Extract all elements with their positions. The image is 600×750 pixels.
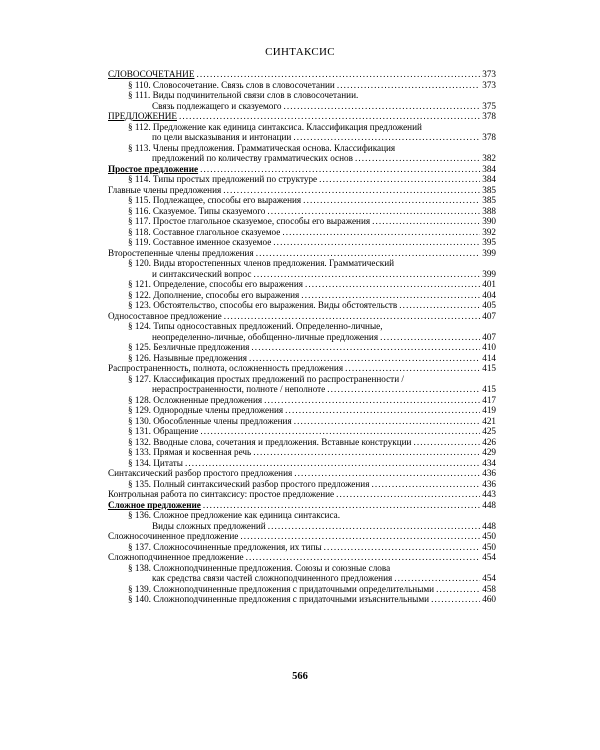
toc-page-number: 401 bbox=[482, 279, 496, 289]
toc-page-number: 450 bbox=[482, 531, 496, 541]
toc-entry-title: СЛОВОСОЧЕТАНИЕ bbox=[108, 69, 195, 79]
toc-entry-title: § 111. Виды подчинительной связи слов в словосочетании. bbox=[128, 90, 359, 100]
dot-leader bbox=[305, 279, 480, 290]
toc-entry bbox=[108, 489, 496, 500]
toc-page-number: 388 bbox=[482, 205, 496, 216]
toc-entry-title: § 121. Определение, способы его выражения bbox=[128, 279, 303, 289]
toc-entry-title: § 124. Типы односоставных предложений. Определенно-личные, bbox=[128, 321, 383, 331]
toc-entry-title: § 133. Прямая и косвенная речь bbox=[128, 447, 252, 457]
dot-leader bbox=[399, 300, 480, 311]
toc-page-number: 454 bbox=[482, 573, 496, 583]
dot-leader bbox=[436, 584, 480, 595]
toc-page-number: 425 bbox=[482, 426, 496, 436]
dot-leader bbox=[336, 489, 480, 500]
dot-leader bbox=[284, 101, 481, 112]
dot-leader bbox=[273, 237, 480, 248]
toc-entry bbox=[108, 69, 496, 80]
toc-entry bbox=[108, 479, 496, 490]
toc-entry-title: § 123. Обстоятельство, способы его выражения. Виды обстоятельств bbox=[128, 300, 398, 310]
toc-entry bbox=[108, 216, 496, 227]
toc-page-number: 434 bbox=[482, 457, 496, 468]
toc-entry-title: по цели высказывания и интонации bbox=[152, 132, 292, 142]
dot-leader bbox=[224, 311, 480, 322]
dot-leader bbox=[303, 195, 480, 206]
dot-leader bbox=[371, 479, 480, 490]
toc-entry bbox=[108, 416, 496, 427]
toc-entry-title: Второстепенные члены предложения bbox=[108, 247, 254, 258]
dot-leader bbox=[185, 458, 480, 469]
toc-page-number: 405 bbox=[482, 300, 496, 310]
toc-entry bbox=[108, 174, 496, 185]
dot-leader bbox=[253, 269, 480, 280]
toc-page-number: 450 bbox=[482, 541, 496, 552]
dot-leader bbox=[324, 542, 481, 553]
dot-leader bbox=[256, 248, 481, 259]
toc-page-number: 373 bbox=[482, 69, 496, 79]
toc-entry-title: § 130. Обособленные члены предложения bbox=[128, 415, 292, 426]
toc-entry bbox=[108, 458, 496, 469]
toc-entry bbox=[108, 122, 496, 143]
toc-entry-title: § 140. Сложноподчиненные предложения с придаточными изъяснительными bbox=[128, 594, 430, 604]
toc-entry-title: ПРЕДЛОЖЕНИЕ bbox=[108, 111, 177, 121]
toc-entry-title: § 131. Обращение bbox=[128, 426, 199, 436]
toc-entry bbox=[108, 311, 496, 322]
toc-page-number: 426 bbox=[482, 436, 496, 447]
toc-page-number: 378 bbox=[482, 111, 496, 121]
toc-entry bbox=[108, 552, 496, 563]
toc-entry bbox=[108, 405, 496, 416]
toc-entry bbox=[108, 447, 496, 458]
toc-entry-title: § 138. Сложноподчиненные предложения. Союзы и союзные слова bbox=[128, 562, 391, 573]
toc-entry-title: § 115. Подлежащее, способы его выражения bbox=[128, 195, 302, 205]
toc-entry bbox=[108, 111, 496, 122]
dot-leader bbox=[327, 384, 480, 395]
toc-page-number: 399 bbox=[482, 268, 496, 279]
dot-leader bbox=[253, 447, 480, 458]
toc-entry-title: § 112. Предложение как единица синтаксиса. Классификация предложений bbox=[128, 121, 422, 132]
toc-entry bbox=[108, 468, 496, 479]
dot-leader bbox=[301, 290, 480, 301]
toc-entry-title: § 125. Безличные предложения bbox=[128, 342, 250, 352]
toc-entry-title: § 110. Словосочетание. Связь слов в словосочетании bbox=[128, 79, 335, 90]
toc-entry bbox=[108, 237, 496, 248]
toc-entry-title: Сложное предложение bbox=[108, 499, 201, 510]
toc-entry-title: Синтаксический разбор простого предложения bbox=[108, 468, 293, 478]
dot-leader bbox=[179, 111, 480, 122]
toc-page-number: 436 bbox=[482, 478, 496, 489]
toc-entry bbox=[108, 80, 496, 91]
dot-leader bbox=[251, 342, 480, 353]
toc-page-number: 385 bbox=[482, 184, 496, 195]
toc-entry-title: Простое предложение bbox=[108, 163, 199, 174]
toc-entry bbox=[108, 531, 496, 542]
toc-page-number: 407 bbox=[482, 331, 496, 342]
dot-leader bbox=[240, 531, 480, 542]
toc-entry bbox=[108, 164, 496, 175]
toc-entry bbox=[108, 363, 496, 374]
toc-page-number: 404 bbox=[482, 289, 496, 300]
toc-entry bbox=[108, 279, 496, 290]
toc-page-number: 417 bbox=[482, 394, 496, 405]
toc-entry bbox=[108, 510, 496, 531]
toc-page-number: 415 bbox=[482, 384, 496, 394]
toc-page-number: 410 bbox=[482, 342, 496, 352]
toc-entry-title: нераспространенности, полноте / неполноте bbox=[152, 384, 326, 394]
toc-entry bbox=[108, 563, 496, 584]
toc-entry-title: § 128. Осложненные предложения bbox=[128, 394, 263, 405]
toc-entry-title: § 134. Цитаты bbox=[128, 457, 183, 468]
dot-leader bbox=[203, 500, 480, 511]
toc-entry-title: § 116. Сказуемое. Типы сказуемого bbox=[128, 205, 266, 216]
dot-leader bbox=[345, 363, 480, 374]
toc-entry bbox=[108, 437, 496, 448]
toc-page-number: 395 bbox=[482, 237, 496, 247]
dot-leader bbox=[268, 521, 481, 532]
toc-entry bbox=[108, 248, 496, 259]
toc-page-number: 392 bbox=[482, 226, 496, 237]
toc-page-number: 443 bbox=[482, 489, 496, 499]
toc-entry-title: § 129. Однородные члены предложения bbox=[128, 405, 284, 415]
toc-entry-title: § 120. Виды второстепенных членов предложения. Грамматический bbox=[128, 258, 395, 268]
toc-entry bbox=[108, 206, 496, 217]
dot-leader bbox=[394, 573, 480, 584]
toc-page-number: 384 bbox=[482, 174, 496, 184]
dot-leader bbox=[246, 552, 481, 563]
toc-entry bbox=[108, 143, 496, 164]
toc-entry bbox=[108, 195, 496, 206]
dot-leader bbox=[285, 405, 480, 416]
toc-entry-title: § 122. Дополнение, способы его выражения bbox=[128, 289, 300, 300]
table-of-contents bbox=[108, 69, 496, 605]
toc-entry bbox=[108, 227, 496, 238]
dot-leader bbox=[282, 227, 480, 238]
toc-entry-title: § 127. Классификация простых предложений по распространенности / bbox=[128, 373, 404, 384]
toc-entry bbox=[108, 90, 496, 111]
toc-page-number: 448 bbox=[482, 520, 496, 531]
toc-entry-title: Контрольная работа по синтаксису: простое предложение bbox=[108, 489, 335, 499]
toc-entry bbox=[108, 395, 496, 406]
toc-entry bbox=[108, 584, 496, 595]
dot-leader bbox=[413, 437, 480, 448]
toc-page-number: 375 bbox=[482, 100, 496, 111]
page-heading: СИНТАКСИС bbox=[265, 46, 335, 58]
toc-page-number: 448 bbox=[482, 499, 496, 510]
toc-page-number: 378 bbox=[482, 132, 496, 142]
toc-entry-title: § 114. Типы простых предложений по структуре bbox=[128, 174, 318, 184]
toc-page-number: 414 bbox=[482, 352, 496, 363]
dot-leader bbox=[223, 185, 480, 196]
toc-entry-title: неопределенно-личные, обобщенно-личные предложения bbox=[152, 331, 379, 342]
toc-entry-title: Распространенность, полнота, осложненность предложения bbox=[108, 363, 344, 373]
dot-leader bbox=[249, 353, 480, 364]
dot-leader bbox=[355, 153, 480, 164]
toc-page-number: 384 bbox=[482, 163, 496, 174]
toc-page-number: 460 bbox=[482, 594, 496, 604]
toc-entry-title: Односоставное предложение bbox=[108, 310, 222, 321]
toc-entry bbox=[108, 185, 496, 196]
toc-page-number: 419 bbox=[482, 405, 496, 415]
page-number: 566 bbox=[292, 671, 308, 682]
toc-page-number: 458 bbox=[482, 583, 496, 594]
toc-page-number: 382 bbox=[482, 153, 496, 163]
toc-page-number: 454 bbox=[482, 552, 496, 562]
toc-page-number: 421 bbox=[482, 415, 496, 426]
toc-entry-title: § 126. Назывные предложения bbox=[128, 352, 248, 363]
dot-leader bbox=[380, 332, 480, 343]
toc-entry bbox=[108, 300, 496, 311]
dot-leader bbox=[196, 69, 480, 80]
dot-leader bbox=[200, 426, 480, 437]
toc-entry bbox=[108, 258, 496, 279]
toc-entry-title: § 139. Сложноподчиненные предложения с придаточными определительными bbox=[128, 583, 435, 594]
dot-leader bbox=[293, 132, 480, 143]
dot-leader bbox=[264, 395, 480, 406]
toc-entry-title: предложений по количеству грамматических основ bbox=[152, 153, 353, 163]
toc-entry-title: Главные члены предложения bbox=[108, 184, 222, 195]
dot-leader bbox=[267, 206, 480, 217]
toc-entry-title: Виды сложных предложений bbox=[152, 520, 266, 531]
dot-leader bbox=[200, 164, 480, 175]
toc-entry bbox=[108, 321, 496, 342]
toc-entry-title: Связь подлежащего и сказуемого bbox=[152, 100, 282, 111]
dot-leader bbox=[372, 216, 480, 227]
toc-entry bbox=[108, 342, 496, 353]
toc-entry-title: § 137. Сложносочиненные предложения, их типы bbox=[128, 541, 322, 552]
toc-entry-title: Сложноподчиненное предложение bbox=[108, 552, 244, 562]
toc-page-number: 429 bbox=[482, 447, 496, 457]
toc-page-number: 373 bbox=[482, 79, 496, 90]
toc-entry-title: как средства связи частей сложноподчиненного предложения bbox=[152, 573, 393, 583]
toc-page-number: 415 bbox=[482, 363, 496, 373]
toc-entry-title: Сложносочиненное предложение bbox=[108, 531, 239, 541]
toc-entry-title: § 117. Простое глагольное сказуемое, способы его выражения bbox=[128, 216, 371, 226]
dot-leader bbox=[294, 416, 481, 427]
dot-leader bbox=[431, 594, 480, 605]
toc-page-number: 385 bbox=[482, 195, 496, 205]
toc-entry-title: § 118. Составное глагольное сказуемое bbox=[128, 226, 281, 237]
toc-entry bbox=[108, 290, 496, 301]
toc-entry bbox=[108, 542, 496, 553]
toc-entry-title: § 132. Вводные слова, сочетания и предложения. Вставные конструкции bbox=[128, 436, 412, 447]
toc-entry bbox=[108, 353, 496, 364]
toc-entry bbox=[108, 500, 496, 511]
dot-leader bbox=[337, 80, 480, 91]
toc-entry bbox=[108, 594, 496, 605]
toc-page-number: 407 bbox=[482, 310, 496, 321]
toc-page-number: 399 bbox=[482, 247, 496, 258]
dot-leader bbox=[294, 468, 480, 479]
toc-entry bbox=[108, 426, 496, 437]
toc-entry-title: § 136. Сложное предложение как единица синтаксиса. bbox=[128, 510, 341, 520]
toc-entry-title: § 119. Составное именное сказуемое bbox=[128, 237, 272, 247]
dot-leader bbox=[319, 174, 480, 185]
toc-entry-title: и синтаксический вопрос bbox=[152, 268, 252, 279]
toc-page-number: 436 bbox=[482, 468, 496, 478]
toc-entry-title: § 135. Полный синтаксический разбор простого предложения bbox=[128, 478, 370, 489]
toc-entry-title: § 113. Члены предложения. Грамматическая основа. Классификация bbox=[128, 142, 396, 153]
toc-page-number: 390 bbox=[482, 216, 496, 226]
toc-entry bbox=[108, 374, 496, 395]
